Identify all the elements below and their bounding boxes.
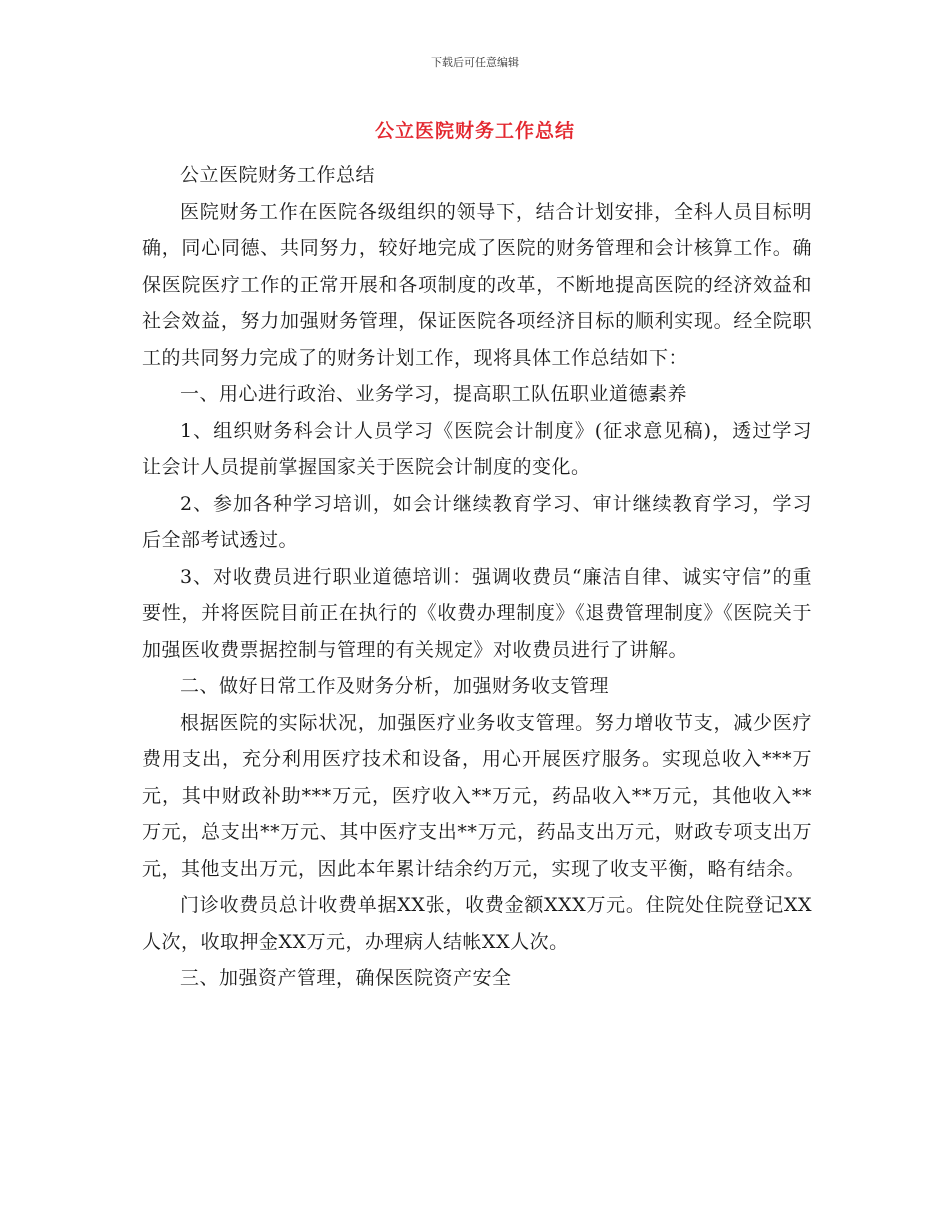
paragraph-subtitle: 公立医院财务工作总结: [180, 164, 376, 186]
paragraph-item-2: 2、参加各种学习培训，如会计继续教育学习、审计继续教育学习，学习后全部考试透过。: [142, 492, 812, 551]
paragraph-item-3: 3、对收费员进行职业道德培训：强调收费员“廉洁自律、诚实守信”的重要性，并将医院目前正在执行的《收费办理制度》《退费管理制度》《医院关于加强医收费票据控制与管理的有关规定》对收费员进行了讲解。: [142, 565, 812, 661]
section-heading-1: 一、用心进行政治、业务学习，提高职工队伍职业道德素养: [180, 383, 688, 405]
document-body: [142, 157, 812, 997]
section-heading-3: 三、加强资产管理，确保医院资产安全: [180, 967, 512, 989]
paragraph-intro: 医院财务工作在医院各级组织的领导下，结合计划安排，全科人员目标明确，同心同德、共同努力，较好地完成了医院的财务管理和会计核算工作。确保医院医疗工作的正常开展和各项制度的改革，不断地提高医院的经济效益和社会效益，努力加强财务管理，保证医院各项经济目标的顺利实现。经全院职工的共同努力完成了的财务计划工作，现将具体工作总结如下：: [142, 200, 812, 369]
section-heading-2: 二、做好日常工作及财务分析，加强财务收支管理: [180, 675, 610, 697]
paragraph-income: 根据医院的实际状况，加强医疗业务收支管理。努力增收节支，减少医疗费用支出，充分利用医疗技术和设备，用心开展医疗服务。实现总收入***万元，其中财政补助***万元，医疗收入**万元，药品收入**万元，其他收入**万元，总支出**万元、其中医疗支出**万元，药品支出万元，财政专项支出万元，其他支出万元，因此本年累计结余约万元，实现了收支平衡，略有结余。: [142, 711, 812, 880]
document-title: 公立医院财务工作总结: [374, 120, 575, 142]
paragraph-item-1: 1、组织财务科会计人员学习《医院会计制度》(征求意见稿)，透过学习让会计人员提前掌握国家关于医院会计制度的变化。: [142, 419, 812, 478]
header-note: 下载后可任意编辑: [431, 56, 519, 69]
paragraph-billing: 门诊收费员总计收费单据XX张，收费金额XXX万元。住院处住院登记XX人次，收取押金XX万元，办理病人结帐XX人次。: [142, 894, 812, 953]
